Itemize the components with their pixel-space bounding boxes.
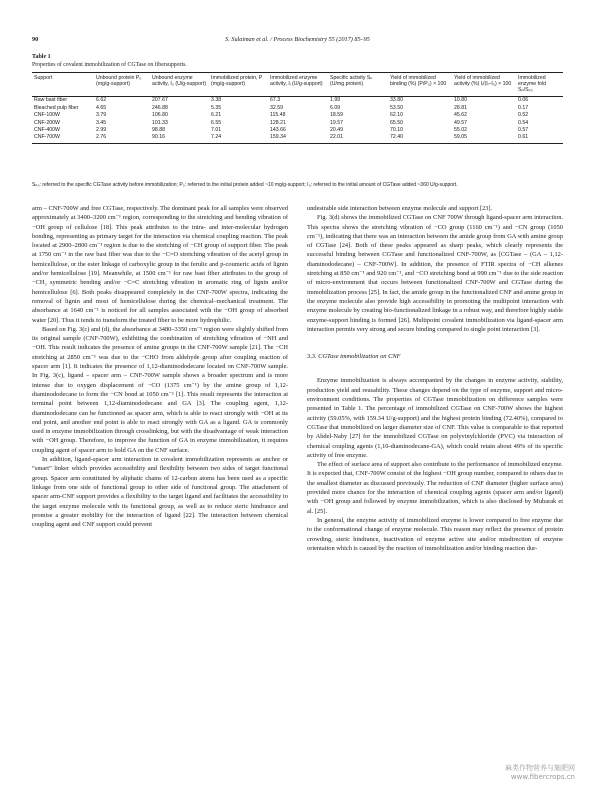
table-cell: 19.57: [330, 119, 343, 126]
table-cell: 207.67: [152, 97, 168, 104]
table-cell: 10.80: [454, 97, 467, 104]
col-header-yield-binding: Yield of immobilized binding (%) (P/P₀) × 100: [388, 73, 452, 97]
table-row: [32, 96, 563, 104]
col-header-yield-activity: Yield of immobilized activity (%) Iᵢ/(Iᵢ–I₀) × 100: [452, 73, 516, 97]
table-cell: 65.50: [390, 119, 403, 126]
col-header-enzyme-fold: Immobilized enzyme fold Sₚ/Sₚ₀: [516, 73, 563, 97]
table-row: [32, 126, 563, 133]
table-cell: 33.80: [390, 97, 403, 104]
table-cell: 0.57: [518, 126, 529, 133]
right-column: [307, 204, 563, 553]
body-paragraph: The effect of surface area of support also contribute to the performance of immobilized enzyme. It is expected that, CNF-700W consist of the highest −OH group number, compared to others due to the smallest diameter as discussed previously. The reduction of CNF diameter (higher surface area) provided more chance for the interaction of chemical coupling agents (spacer arm and/or ligand) with −OH group and followed by enzyme immobilization, which is also disclosed by Mubarak et al. [25].: [307, 461, 563, 515]
table-cell: 128.21: [270, 119, 286, 126]
col-header-unbound-protein: Unbound protein P₀ (mg/g-support): [94, 73, 150, 97]
table-row: [32, 134, 563, 143]
table-cell: 101.33: [152, 119, 168, 126]
table-cell: 5.35: [211, 104, 222, 111]
body-paragraph: arm – CNF-700W and free CGTase, respectively. The dominant peak for all samples were observed approximately at 3400–3200 cm⁻¹ region, corresponding to the stretching and bending vibration of −OH group of cellulose [18]. This peak attributes to the intra- and inter-molecular hydrogen bonding, representing as primary target for the interaction via chemical coupling reaction. The peak located at 2900–2800 cm⁻¹ region is due to the stretching of −CH group of support fiber. The peak at 1750 cm⁻¹ in the raw bast fiber was due to the −C=O stretching vibration of the acetyl group in hemicellulose, or the ester linkage of carboxylic group in the ferulic and p-coumeric acids of lignin and/or hemicellulose [19]. Meanwhile, at 1500 cm⁻¹ for raw bast fiber attributes to the group of −CH₂ symmetric bending and/or −C=C stretching vibration in aromatic ring of lignin and/or hemicellulose [6]. Both peaks disappeared completely in the CNF-700W spectra, indicating the removal of lignin and most of hemicellulose during the chemical–mechanical treatment. The absorbance at 1640 cm⁻¹ is noticed for all samples associated with the −OH group of absorbed water [20]. Thus it tends to transform the treated fiber to be more hydrophilic.: [32, 205, 288, 324]
col-header-immobilized-activity: Immobilized enzyme activity, Iᵢ (U/g-support): [268, 73, 328, 97]
col-header-specific-activity: Specific activity Sₚ (U/mg protein): [328, 73, 388, 97]
table-cell: 98.88: [152, 126, 165, 133]
body-paragraph: Fig. 3(d) shows the immobilized CGTase on CNF 700W through ligand-spacer arm interaction. This spectra shows the stretching vibration of −CO group (1160 cm⁻¹) and −CN group (1050 cm⁻¹), indicating that there was an interaction between the amide group from GA with amine group of CGTase [24]. Both of these peaks appeared as sharp peaks, which clearly represents the successful binding between CGTase and functionalized CNF-700W, as [CGTase – (GA – 1,12-diaminododecane) – CNF-700W]. In addition, the presence of FTIR spectra of −CH alkenes stretching at 850 cm⁻¹ and 920 cm⁻¹, and −CO stretching bond at 990 cm⁻¹ due to the side reaction of micro-environment that occurs between functionalized CNF-700W and CGTase during the immobilization process [25]. In fact, the amide group in the functionalized CNF and amine group in the enzyme molecule also provide high accessibility in promoting the multipoint interaction with enzyme molecule by creating bio-functionalized linkage in a robust way, and therefore highly stable enzyme-support binding is formed [26]. Multipoint covalent immobilization via ligand-spacer arm interaction permits very strong and secure binding compared to single point interaction [3].: [307, 214, 563, 333]
watermark-url: www.fibercrops.cn: [510, 773, 575, 781]
journal-citation: S. Sulaiman et al. / Process Biochemistry 55 (2017) 85–95: [225, 36, 370, 43]
page-number: 90: [32, 36, 39, 43]
table-cell: 3.45: [96, 119, 107, 126]
body-paragraph: In addition, ligand-spacer arm interaction in covalent immobilization represents as anchor or “smart” linker which provides accessibility and flexibility between two sides of target functional group. Spacer arm constituted by aliphatic chains of 12-carbon atoms has been used as a specific linkage from one side of functional group to other side of functional group. The attachment of spacer arm-CNF support provides a flexibility to the target ligand and facilitates the accessibility to the target enzyme molecule with its functional group, as well as to reduce steric hindrance and promise a greater mobility for the interaction of ligand [22]. The interaction between chemical coupling agent and CNF support could prevent: [32, 456, 288, 529]
table-cell: Raw bast fiber: [34, 97, 68, 104]
table-cell: 0.61: [516, 134, 563, 143]
watermark-text: 麻类作物营养与施肥网: [505, 764, 575, 772]
table-cell: 6.55: [211, 119, 222, 126]
table-header-row: [32, 73, 563, 97]
table-cell: 55.02: [454, 126, 467, 133]
table-caption: Properties of covalent immobilization of CGTase on fibersupports.: [32, 62, 187, 68]
table-cell: 20.49: [330, 126, 343, 133]
table-cell: 22.01: [328, 134, 388, 143]
table-cell: 18.59: [330, 112, 343, 119]
left-column: [32, 204, 288, 529]
table-row: [32, 119, 563, 126]
table-row: [32, 112, 563, 119]
table-cell: 3.79: [96, 112, 107, 119]
table-footnote: Sₚ₀: referred to the specific CGTase activity before immobilization; P₀: referred to the initial protein added ~10 mg/g-support; I₀: referred to the initial amount of CGTase added ~360 U/g-support.: [32, 182, 458, 188]
table-cell: 7.01: [211, 126, 222, 133]
table-cell: 246.88: [152, 104, 168, 111]
table-cell: 70.10: [390, 126, 403, 133]
table-cell: 3.38: [211, 97, 222, 104]
table-cell: 4.65: [96, 104, 107, 111]
table-cell: 59.05: [452, 134, 516, 143]
running-header: [32, 36, 563, 48]
table-cell: 32.59: [270, 104, 283, 111]
watermark: [505, 764, 575, 782]
table-cell: 115.48: [270, 112, 286, 119]
col-header-unbound-activity: Unbound enzyme activity, I₀ (U/g-support): [150, 73, 209, 97]
table-cell: 53.50: [390, 104, 403, 111]
table-cell: 45.62: [454, 112, 467, 119]
table-cell: CNF-200W: [34, 119, 60, 126]
table-cell: 159.34: [268, 134, 328, 143]
table-cell: 90.16: [150, 134, 209, 143]
table-cell: 49.57: [454, 119, 467, 126]
table-label: Table 1: [32, 54, 51, 60]
col-header-support: Support: [32, 73, 94, 97]
table-cell: 2.99: [96, 126, 107, 133]
properties-table: [32, 72, 563, 144]
table-cell: Bleached pulp fiber: [34, 104, 79, 111]
table-cell: 2.76: [94, 134, 150, 143]
table-cell: 6.21: [211, 112, 222, 119]
body-paragraph: undesirable side interaction between enzyme molecule and support [23].: [307, 205, 493, 212]
table-cell: CNF-100W: [34, 112, 60, 119]
table-cell: 72.40: [388, 134, 452, 143]
body-paragraph: Based on Fig. 3(c) and (d), the absorbance at 3480–3350 cm⁻¹ region were slightly shifted from its original sample (CNF-700W), exhibiting the combination of stretching vibration of −NH and −OH. This result indicates the presence of amine groups in the CNF-700W sample [21]. The −CH stretching at 2850 cm⁻¹ was due to the −CHO from aldehyde group after coupling reaction of spacer arm [1]. It indicates the presence of 1,12-diaminododecane located on CNF-700W sample. In Fig. 3(c), ligand – spacer arm – CNF-700W sample shows a broader spectrum and is more intense due to oxygen displacement of −CO (1375 cm⁻¹) by the amine group of 1,12-diaminododecane to form the −CN bond at 1050 cm⁻¹ [1]. This result represents the interaction at terminal point between 1,12-diaminododecane and GA [3]. The coupling agent, 1,12-diaminododecane can be functioned as spacer arm, which is able to react strongly with −OH at its end point, and another end point is able to react strongly with GA as a ligand. GA is commonly used in enzyme immobilization through crosslinking, but with the disadvantage of weak interaction with −OH group. Therefore, to improve the function of GA in enzyme immobilization, it requires coupling agent of spacer arm to hold GA on the CNF surface.: [32, 325, 288, 454]
table-cell: 7.24: [209, 134, 268, 143]
table-row: [32, 104, 563, 111]
body-paragraph: In general, the enzyme activity of immobilized enzyme is lower compared to free enzyme due to the conformational change of enzyme molecule. This reason may reflect the presence of protein crowding, steric hindrance, inactivation of enzyme active site and/or misdirection of enzyme orientation which is caused by the reaction of immobilization and/or binding reaction dur-: [307, 516, 563, 552]
table-cell: 6.09: [330, 104, 341, 111]
section-heading: 3.3. CGTase immobilization on CNF: [307, 353, 401, 361]
table-cell: CNF-400W: [34, 126, 60, 133]
table-cell: 0.17: [518, 104, 529, 111]
col-header-immobilized-protein: Immobilized protein, P (mg/g-support): [209, 73, 268, 97]
table-cell: 62.10: [390, 112, 403, 119]
table-cell: 28.81: [454, 104, 467, 111]
table-cell: 1.99: [330, 97, 341, 104]
table-cell: 0.54: [518, 119, 529, 126]
table-cell: 0.52: [518, 112, 529, 119]
table-cell: 6.62: [96, 97, 107, 104]
table-cell: 0.06: [518, 97, 529, 104]
table-cell: 143.66: [270, 126, 286, 133]
table-cell: 106.80: [152, 112, 168, 119]
body-paragraph: Enzyme immobilization is always accompanied by the changes in enzyme activity, stability, production yield and reusability. These changes depend on the type of enzyme, support and micro-environment conditions. The properties of CGTase immobilization on difference samples were presented in Table 1. The percentage of immobilized CGTase on CNF-700W shows the highest activity (59.05%, with 159.34 U/g-support) and the highest protein binding (72.40%), compared to CGTase that immobilized on larger diameter size of CNF. This value is comparable to that reported by Abdel-Naby [27] for the immobilized CGTase on polyvinylchloride (PVC) via interaction of chemical coupling agents (1,10-diaminodecane-GA), which could retain about 49% of its specific activity of free enzyme.: [307, 377, 563, 459]
table-cell: CNF-700W: [32, 134, 94, 143]
table-cell: 67.3: [270, 97, 281, 104]
